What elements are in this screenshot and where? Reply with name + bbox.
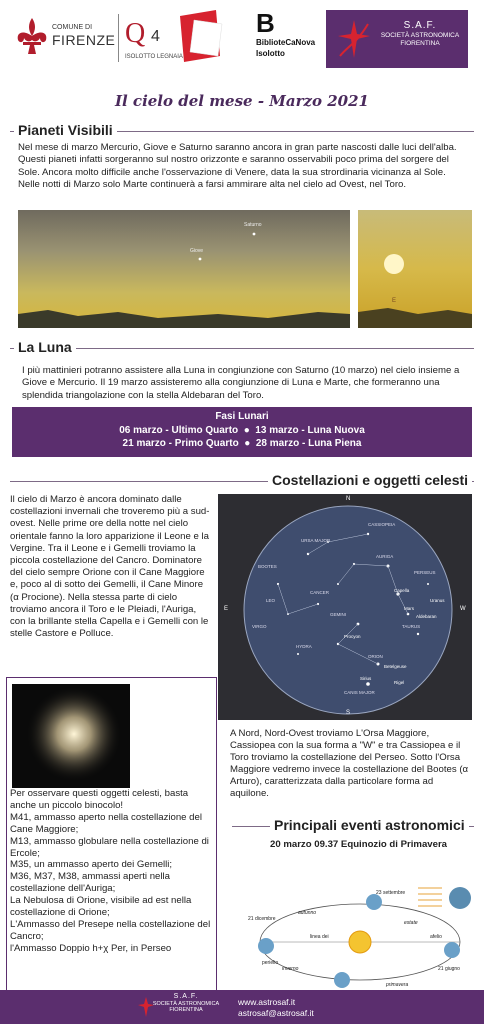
jupiter-label: Giove [190,248,204,254]
costellazioni-text: Il cielo di Marzo è ancora dominato dalle costellazioni invernali che troveremo più a sud-ovest. Nelle prime ore della notte nel cielo orientale fanno la loro apparizione il Leone e la Vergine. Tra il Leone e i Gemelli troviamo la piccola costellazione del Cancro. Dominatore del cielo sempre Orione con il Cane Maggiore e, poco al di sotto dei Gemelli, il Cane Minore (α Procione). Nella stessa parte di cielo troviamo ancora il Toro e le Pleiadi, l'Auriga, con la brillante stella Capella e i Gemelli con le stelle Castore e Polluce. [10,494,210,640]
season-label: estate [404,920,418,926]
planet-dot [253,233,256,236]
saf-text [376,20,464,48]
star-label: Betelgeuse [384,664,407,669]
dawn-sky-drawing [18,210,350,328]
compass-west: W [460,606,466,612]
venus-label: E [392,298,397,304]
orbit-label: 21 giugno [438,966,460,972]
constellation-label: LEO [266,598,276,603]
email-link[interactable]: astrosaf@astrosaf.it [238,1008,314,1018]
compass-south: S [346,710,351,716]
dawn-sky-image [18,210,350,328]
saf-line2: FIORENTINA [400,40,440,47]
constellation-label: CANIS MAJOR [344,690,375,695]
firenze-logo [14,14,118,60]
constellation-label: CANCER [310,590,330,595]
constellation-label: AURIGA [376,554,394,559]
footer-contacts [238,997,314,1019]
constellation-label: PERSEUS [414,570,436,575]
saf-line1: SOCIETÀ ASTRONOMICA [380,32,460,39]
biblioteca-graphic [176,10,236,62]
sun-image [358,210,472,328]
earth-icon [334,972,350,988]
fleur-de-lis-icon [14,16,50,56]
comet-star-icon [136,995,156,1019]
biblioteca-logo [256,10,322,66]
sun-icon [349,931,371,953]
lunar-phases-row: 21 marzo - Primo Quarto ● 28 marzo - Luna Piena [122,438,362,449]
constellation-label: GEMINI [330,612,347,617]
saf-logo [326,10,468,68]
observing-item: l'Ammasso Doppio h+χ Per, in Perseo [10,942,172,954]
orbit-label: afelio [430,934,442,940]
biblio-letter: B [256,8,275,38]
planet-label: Mars [404,606,414,611]
lunar-phases-box [12,407,472,457]
saf-abbr: S.A.F. [403,20,437,31]
page-title: Il cielo del mese - Marzo 2021 [115,92,369,110]
lunar-phases-title: Fasi Lunari [215,411,269,422]
footer-saf-line1: SOCIETÀ ASTRONOMICA [152,1000,220,1007]
observing-intro: Per osservare questi oggetti celesti, basta anche un piccolo binocolo! [10,788,189,811]
observing-item: M41, ammasso aperto nella costellazione del Cane Maggiore; [10,811,202,835]
star-label: Rigel [394,680,405,685]
luna-text: I più mattinieri potranno assistere alla Luna in congiunzione con Saturno (10 marzo) nel cielo insieme a Giove e Mercurio. Il 19 marzo assisteremo alla congiunzione di Luna e Marte, che formeranno una splendida triangolazione con la stella Aldebaran del Toro. [22,365,460,401]
orbit-label: 21 dicembre [248,916,276,922]
observing-item: L'Ammasso del Presepe nella costellazione del Cancro; [10,918,211,942]
footer-saf-abbr: S.A.F. [173,993,199,1000]
saturn-label: Saturno [244,222,262,228]
constellation-label: BOOTES [258,564,277,569]
globular-cluster-image [12,684,130,788]
constellation-label: TAURUS [402,624,421,629]
season-label: inverno [282,966,299,972]
observing-item: La Nebulosa di Orione, visibile ad est nella costellazione di Orione; [10,895,192,919]
section-rule [10,348,474,349]
q4-letter: Q [125,18,146,49]
observing-item: M35, un ammasso aperto dei Gemelli; [10,859,173,871]
star-label: Capella [394,588,410,593]
orbit-label: linea dei [310,934,329,940]
earth-icon [366,894,382,910]
season-label: autunno [298,910,317,916]
constellation-label: VIRGO [252,624,267,629]
nord-text: A Nord, Nord-Ovest troviamo L'Orsa Maggiore, Cassiopea con la sua forma a "W" e tra Cassiopea e il Toro troviamo la costellazione del Perseo. Sotto l'Orsa Maggiore vedremo invece la costellazione del Bootes (α Arturo), caratterizzata dalla particolare forma ad aquilone. [230,728,469,799]
footer-saf-logo [150,994,222,1014]
header [0,0,484,80]
planet-label: Uranus [430,598,445,603]
constellation-label: ORION [368,654,383,659]
compass-north: N [346,496,351,502]
pianeti-heading: Pianeti Visibili [14,122,117,138]
cluster-drawing [12,684,130,788]
eventi-heading: Principali eventi astronomici [270,817,469,833]
star-map-image [218,494,472,720]
pianeti-text: Nel mese di marzo Mercurio, Giove e Saturno saranno ancora in gran parte nascosti dalle luci dell'alba. Questi pianeti infatti sorgeranno sul nostro orizzonte e saranno osservabili poco prima del sorgere del Sole. Ancora molto difficile anche l'osservazione di Venere, data la sua strordinaria vicinanza al Sole. Nelle notti di Marzo solo Marte continuerà a farsi ammirare alta nel cielo ad Ovest, nel Toro. [18,142,457,191]
constellation-label: URSA MAJOR [301,538,331,543]
season-label: primavera [386,982,409,988]
earth-icon [449,887,471,909]
earth-icon [444,942,460,958]
costellazioni-heading: Costellazioni e oggetti celesti [268,472,472,488]
observing-item: M36, M37, M38, ammassi aperti nella costellazione dell'Auriga; [10,871,170,895]
star-label: Procyon [344,634,361,639]
seasons-orbit-diagram [242,880,474,1002]
planet-dot [199,258,202,261]
biblio-line2: Isolotto [256,49,285,58]
constellation-label: CASSIOPEIA [368,522,396,527]
lunar-phases-row: 06 marzo - Ultimo Quarto ● 13 marzo - Luna Nuova [119,425,365,436]
firenze-comune: COMUNE DI [52,24,93,31]
sun-rays [418,888,442,906]
firenze-label [52,24,115,48]
eventi-item: 20 marzo 09.37 Equinozio di Primavera [270,839,448,850]
orbit-drawing [242,880,474,1002]
comet-star-icon [334,16,374,62]
earth-icon [258,938,274,954]
firenze-name: FIRENZE [52,32,116,48]
observing-item: M13, ammasso globulare nella costellazione di Ercole; [10,835,209,859]
website-link[interactable]: www.astrosaf.it [238,997,296,1007]
q4-sub: ISOLOTTO LEGNAIA [125,54,183,60]
orbit-label: 23 settembre [376,890,406,896]
star-map-drawing [218,494,472,720]
orbit-label: perielio [262,960,279,966]
biblio-line1: BiblioteCaNova [256,38,316,47]
sun-drawing [358,210,472,328]
star-label: Aldebaran [416,614,437,619]
compass-east: E [224,606,229,612]
star-label: Sirius [360,676,372,681]
sun-icon [384,254,404,274]
footer [0,990,484,1024]
observing-list [10,788,214,955]
footer-saf-line2: FIORENTINA [169,1007,203,1013]
q4-number: 4 [151,28,160,45]
luna-heading: La Luna [14,339,76,355]
constellation-label: HYDRA [296,644,312,649]
